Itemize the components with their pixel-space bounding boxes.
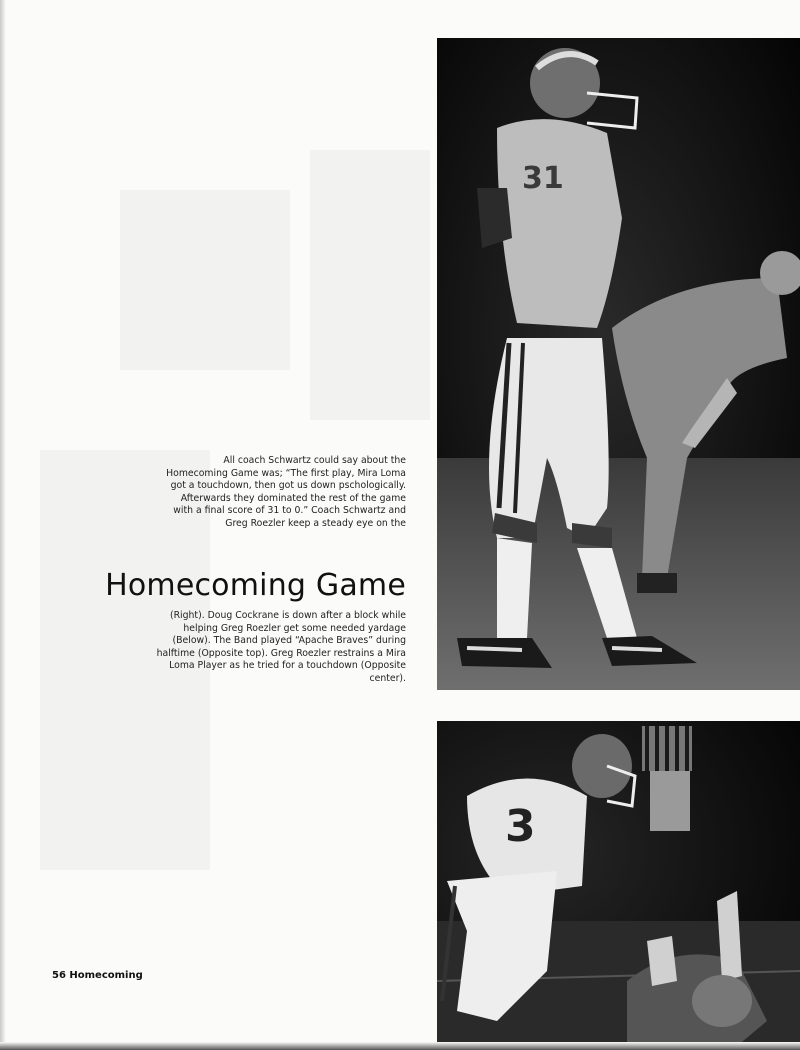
- page-title: Homecoming Game: [105, 568, 406, 603]
- photo-player-running: [437, 721, 800, 1046]
- page-folio: 56 Homecoming: [52, 970, 143, 981]
- bottom-edge-shadow: [0, 1042, 800, 1050]
- bleed-through-block: [120, 190, 290, 370]
- caption-top: All coach Schwartz could say about the Homecoming Game was; “The first play, Mira Loma got a touchdown, then got us down pschologically. Afterwards they dominated the rest of the game with a final score of 31 to 0.” Coach Schwartz and Greg Roezler keep a steady eye on the: [166, 455, 406, 529]
- photo-player-and-coach: [437, 38, 800, 690]
- jersey-number-bottom: 3: [505, 801, 536, 852]
- binding-shadow: [0, 0, 6, 1050]
- jersey-number-top: 31: [522, 161, 564, 196]
- caption-bottom: (Right). Doug Cockrane is down after a block while helping Greg Roezler get some needed yardage (Below). The Band played “Apache Braves” during halftime (Opposite top). Greg Roezler restrains a Mira Loma Player as he tried for a touchdown (Opposite center).: [156, 610, 406, 684]
- bleed-through-block: [310, 150, 430, 420]
